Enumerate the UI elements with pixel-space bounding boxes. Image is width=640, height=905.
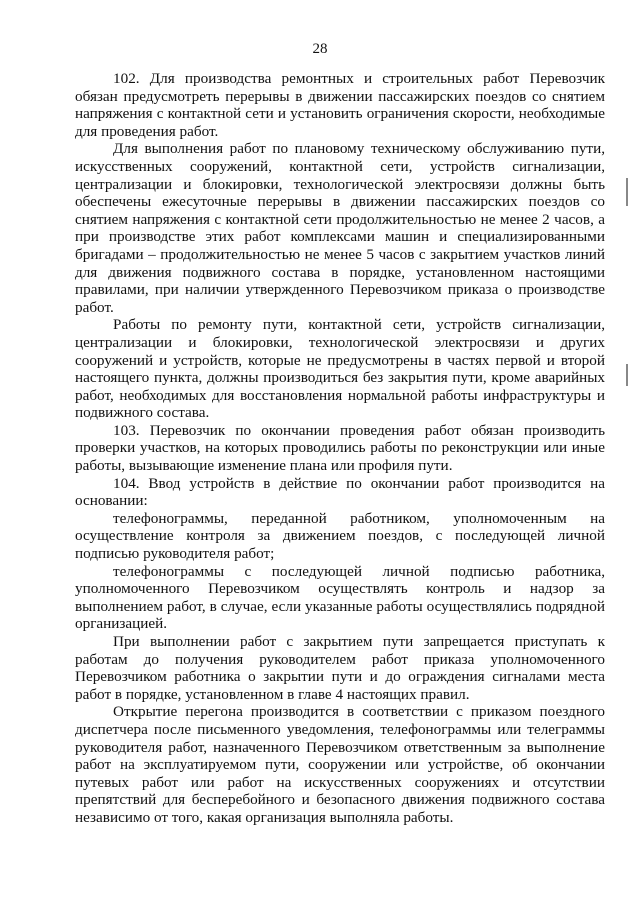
paragraph-telephonogram-1: телефонограммы, переданной работником, уполномоченным на осуществление контроля за движением поездов, с последующей личной подписью руководителя работ;	[75, 509, 605, 563]
paragraph-section-opening: Открытие перегона производится в соответствии с приказом поездного диспетчера после письменного уведомления, телефонограммы или телеграммы руководителя работ, назначенного Перевозчиком ответственным за выполнение работ на эксплуатируемом пути, сооружении или устройстве, об окончании путевых работ или работ на искусственных сооружениях и отсутствии препятствий для бесперебойного и безопасного движения подвижного состава независимо от того, какая организация выполняла работы.	[75, 703, 605, 826]
paragraph-repair-without-closure: Работы по ремонту пути, контактной сети, устройств сигнализации, централизации и блокировки, технологической электросвязи и других сооружений и устройств, которые не предусмотрены в частях первой и второй настоящего пункта, должны производиться без закрытия пути, кроме аварийных работ, необходимых для восстановления нормальной работы инфраструктуры и подвижного состава.	[75, 316, 605, 422]
paragraph-telephonogram-2: телефонограммы с последующей личной подписью работника, уполномоченного Перевозчиком осуществлять контроль и надзор за выполнением работ, в случае, если указанные работы осуществлялись подрядной организацией.	[75, 562, 605, 633]
paragraph-maintenance-breaks: Для выполнения работ по плановому техническому обслуживанию пути, искусственных сооружений, контактной сети, устройств сигнализации, централизации и блокировки, технологической электросвязи должны быть обеспечены ежесуточные перерывы в движении пассажирских поездов со снятием напряжения с контактной сети продолжительностью не менее 2 часов, а при производстве этих работ комплексами машин и специализированными бригадами – продолжительностью не менее 5 часов с закрытием участков линий для движения подвижного состава в порядке, установленном настоящими правилами, при наличии утвержденного Перевозчиком приказа о производстве работ.	[75, 140, 605, 316]
margin-mark	[626, 364, 628, 386]
paragraph-102: 102. Для производства ремонтных и строительных работ Перевозчик обязан предусмотреть перерывы в движении пассажирских поездов со снятием напряжения с контактной сети и установить ограничения скорости, необходимые для проведения работ.	[75, 70, 605, 140]
paragraph-track-closure: При выполнении работ с закрытием пути запрещается приступать к работам до получения руководителем работ приказа уполномоченного Перевозчиком работника о закрытии пути и до ограждения сигналами места работ в порядке, установленном в главе 4 настоящих правил.	[75, 633, 605, 703]
paragraph-103: 103. Перевозчик по окончании проведения работ обязан производить проверки участков, на которых проводились работы по реконструкции или иные работы, вызывающие изменение плана или профиля пути.	[75, 421, 605, 475]
margin-mark	[626, 178, 628, 206]
page-number: 28	[312, 41, 328, 57]
paragraph-104: 104. Ввод устройств в действие по окончании работ производится на основании:	[75, 474, 605, 510]
document-body	[75, 70, 605, 827]
